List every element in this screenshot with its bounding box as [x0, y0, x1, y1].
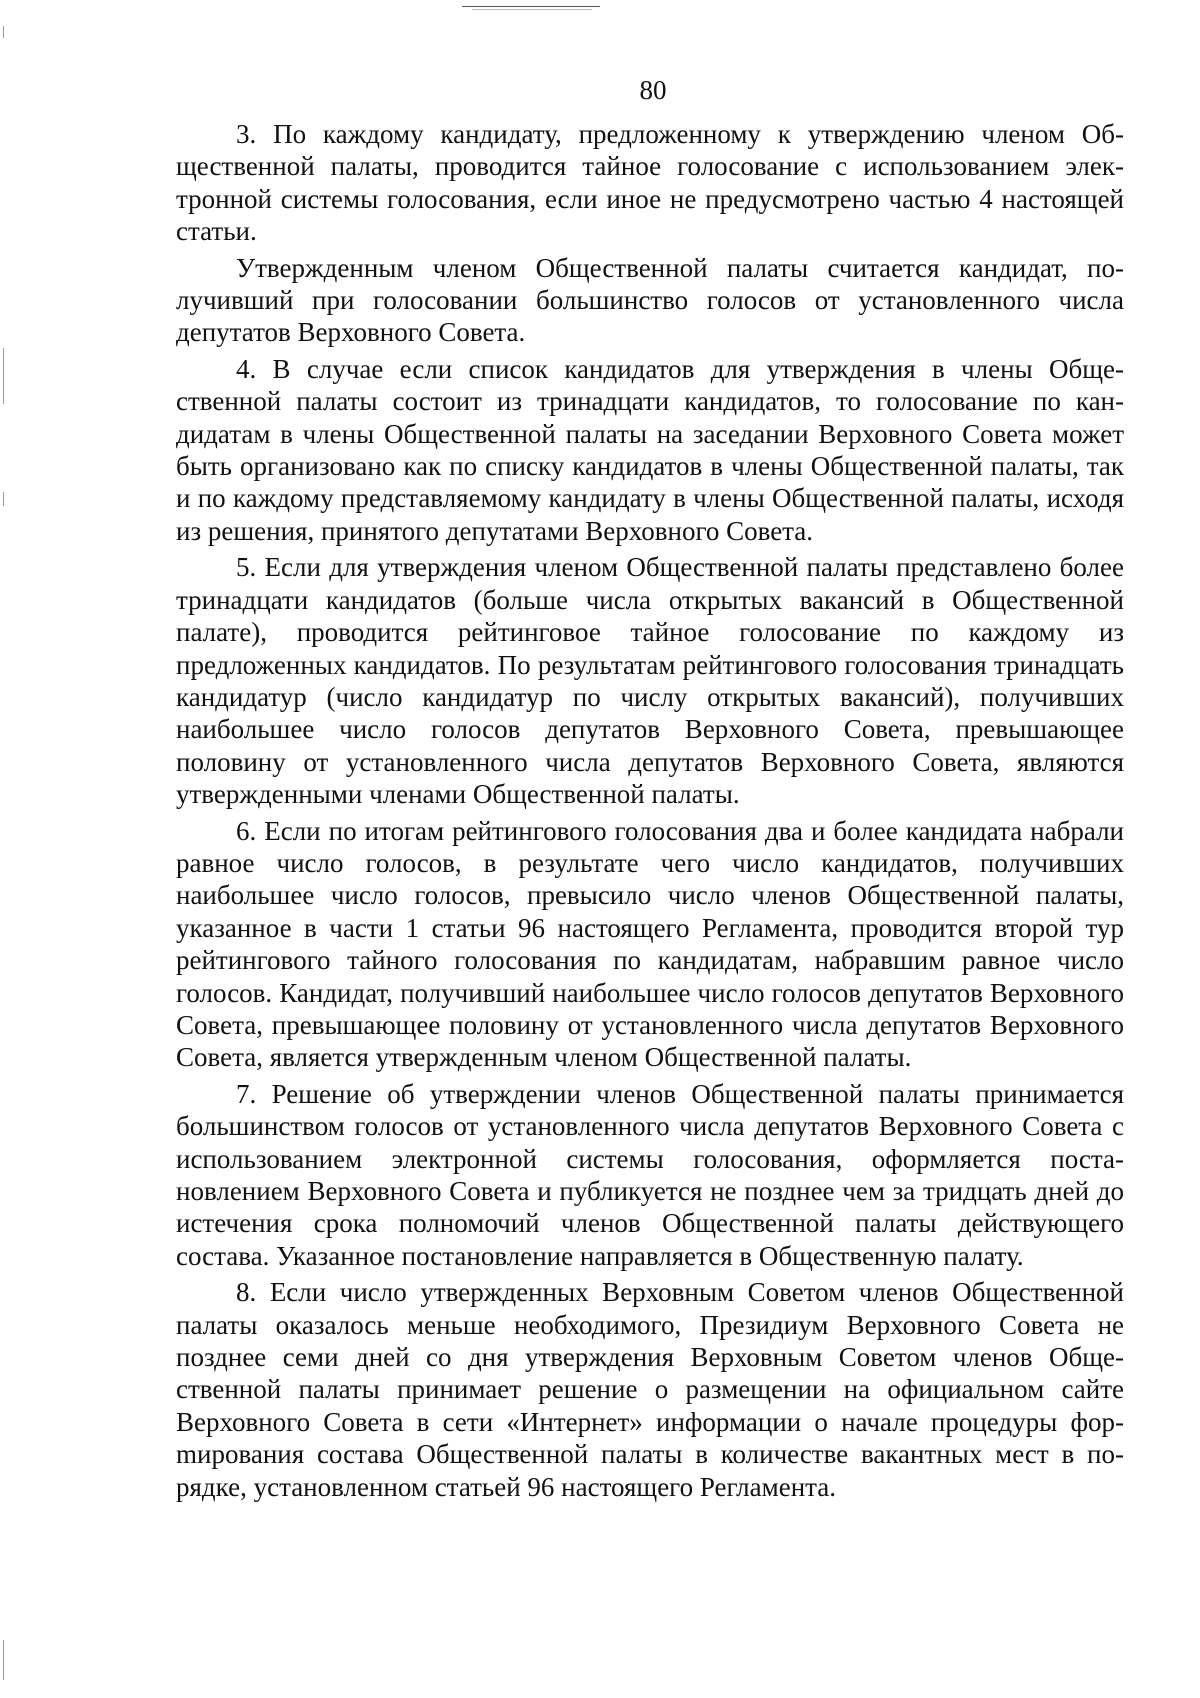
scan-artifact-margin-mark — [3, 26, 4, 38]
paragraph-5: 5. Если для утверждения членом Общественной палаты представлено более тринадцати кандидатов (больше числа открытых вакансий в Общественной палате), проводится рейтинговое тайное голосование по каждому из предложенных кандидатов. По результатам рейтингового голосования тринадцать кандидатур (число кандидатур по числу открытых вакансий), получивших наибольшее число голосов депутатов Верховного Совета, превышающее половину от установленного числа депутатов Верховного Совета, являются утвержденными членами Общественной палаты. — [176, 552, 1124, 810]
paragraph-8: 8. Если число утвержденных Верховным Советом членов Общественной палаты оказалось меньше необходимого, Президиум Верховного Совета не позднее семи дней со дня утверждения Верховным Советом членов Общественной палаты принимает решение о размещении на официальном сайте Верховного Совета в сети «Интернет» информации о начале процедуры форmирования состава Общественной палаты в количестве вакантных мест в порядке, установленном статьей 96 настоящего Регламента. — [176, 1277, 1124, 1502]
paragraph-6: 6. Если по итогам рейтингового голосования два и более кандидата набрали равное число голосов, в результате чего число кандидатов, получивших наибольшее число голосов, превысило число членов Общественной палаты, указанное в части 1 статьи 96 настоящего Регламента, проводится второй тур рейтингового тайного голосования по кандидатам, набравшим равное число голосов. Кандидат, получивший наибольшее число голосов депутатов Верховного Совета, превышающее половину от установленного числа депутатов Верховного Совета, является утвержденным членом Общественной палаты. — [176, 815, 1124, 1073]
paragraph-3-continued: Утвержденным членом Общественной палаты считается кандидат, получивший при голосовании большинство голосов от установленного числа депутатов Верховного Совета. — [176, 252, 1124, 348]
page-number: 80 — [639, 75, 667, 105]
scan-artifact-top-line-faint — [472, 9, 592, 10]
paragraph-3: 3. По каждому кандидату, предложенному к утверждению членом Общественной палаты, проводится тайное голосование с использованием электронной системы голосования, если иное не предусмотрено частью 4 настоящей статьи. — [176, 119, 1124, 247]
scan-artifact-margin-mark — [3, 1640, 4, 1680]
scan-artifact-margin-mark — [3, 492, 4, 506]
paragraph-4: 4. В случае если список кандидатов для утверждения в члены Общественной палаты состоит из тринадцати кандидатов, то голосование по кандидатам в члены Общественной палаты на заседании Верховного Совета может быть организовано как по списку кандидатов в члены Общественной палаты, так и по каждому представляемому кандидату в члены Общественной палаты, исходя из решения, принятого депутатами Верховного Совета. — [176, 353, 1124, 546]
paragraph-7: 7. Решение об утверждении членов Общественной палаты принимается большинством голосов от установленного числа депутатов Верховного Совета с использованием электронной системы голосования, оформляется постановлением Верховного Совета и публикуется не позднее чем за тридцать дней до истечения срока полномочий членов Общественной палаты действующего состава. Указанное постановление направляется в Общественную палату. — [176, 1078, 1124, 1271]
scan-artifact-margin-mark — [3, 348, 4, 404]
scan-artifact-top-line — [462, 6, 600, 7]
document-body — [176, 118, 1124, 1507]
